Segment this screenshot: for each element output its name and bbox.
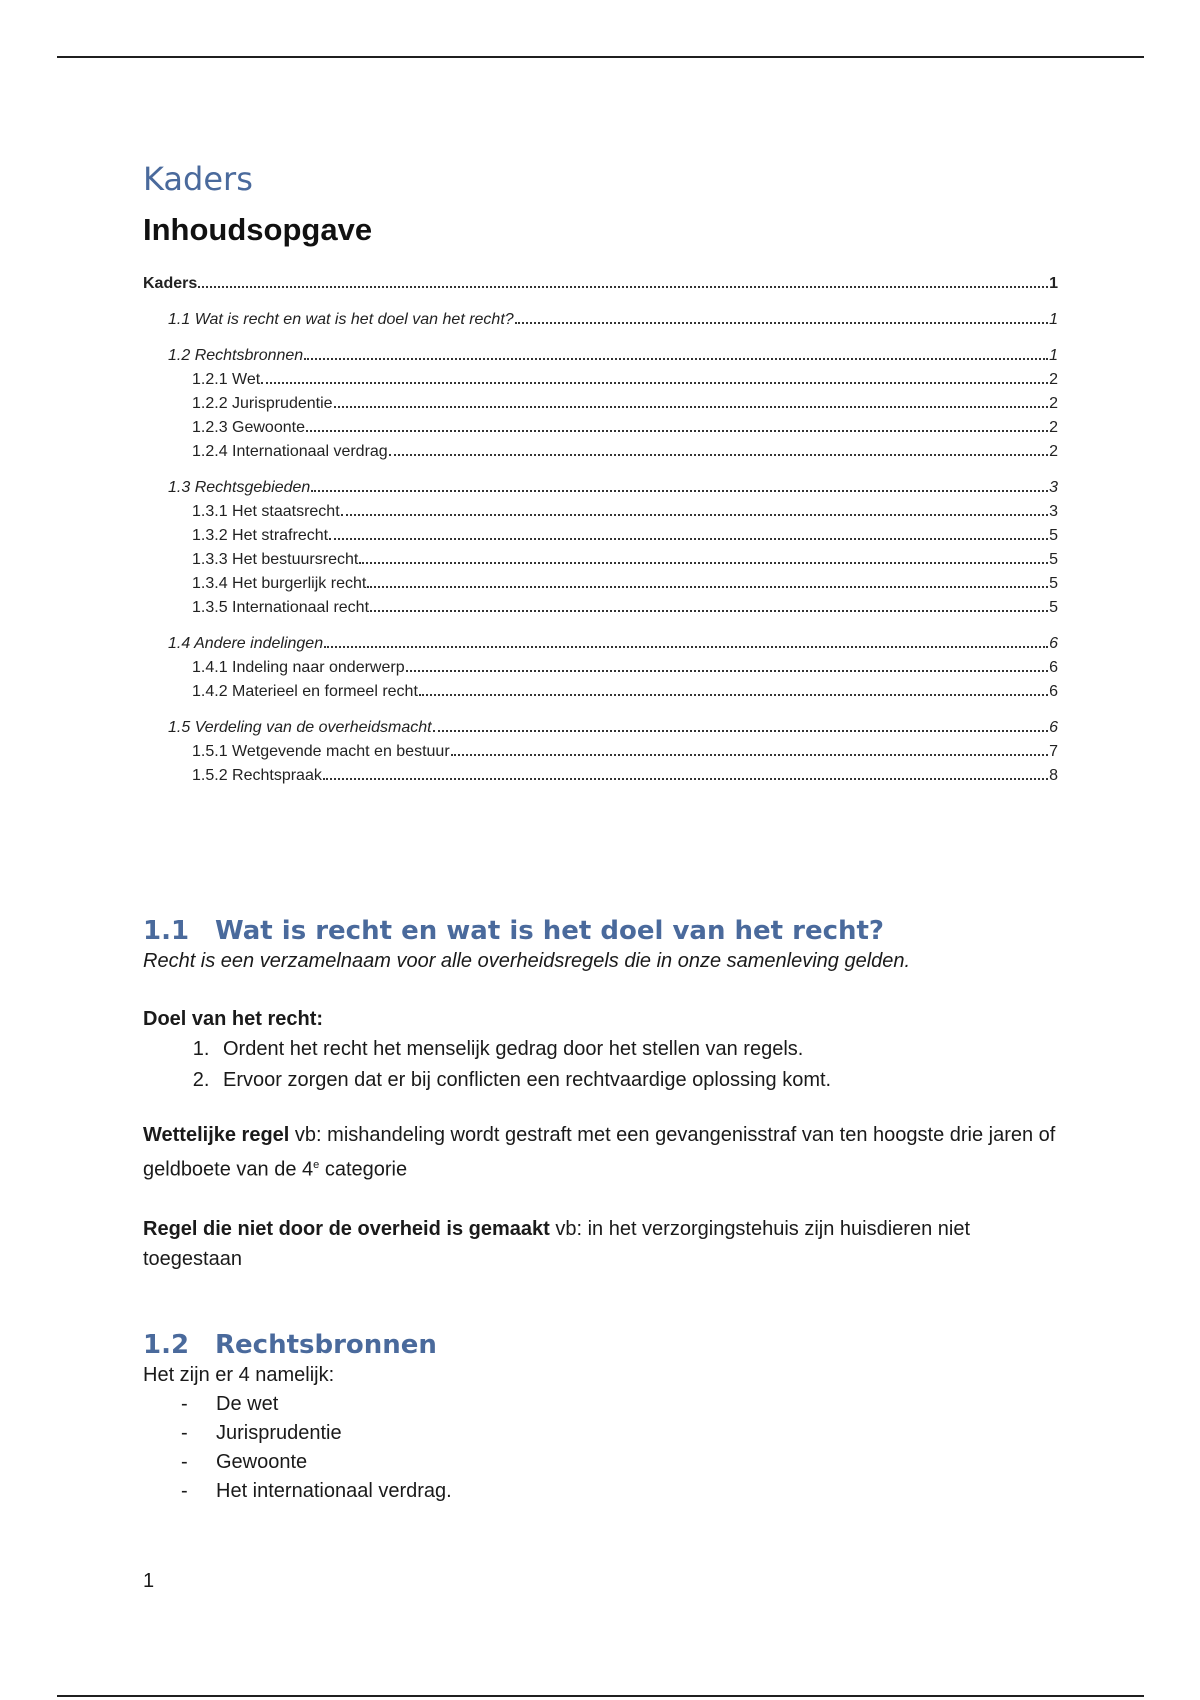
toc-entry-1-2-4[interactable]: 1.2.4 Internationaal verdrag 2	[192, 443, 1058, 460]
table-of-contents	[143, 272, 1058, 788]
page-content	[143, 160, 1058, 1506]
toc-entry-1-3-1[interactable]: 1.3.1 Het staatsrecht 3	[192, 503, 1058, 520]
toc-entry-1-1[interactable]: 1.1 Wat is recht en wat is het doel van het recht? 1	[168, 311, 1058, 328]
list-item: 1. Ordent het recht het menselijk gedrag door het stellen van regels.	[215, 1034, 1058, 1065]
toc-entry-1-2-2[interactable]: 1.2.2 Jurisprudentie 2	[192, 395, 1058, 412]
toc-entry-1-5-1[interactable]: 1.5.1 Wetgevende macht en bestuur 7	[192, 743, 1058, 760]
toc-entry-1-4-1[interactable]: 1.4.1 Indeling naar onderwerp 6	[192, 659, 1058, 676]
toc-heading: Inhoudsopgave	[143, 212, 373, 247]
list-item: - Het internationaal verdrag.	[181, 1479, 452, 1502]
toc-entry-1-3-5[interactable]: 1.3.5 Internationaal recht 5	[192, 599, 1058, 616]
goal-label: Doel van het recht:	[143, 1008, 324, 1030]
list-item: - De wet	[181, 1392, 279, 1415]
section-1-2-intro: Het zijn er 4 namelijk:	[143, 1363, 335, 1386]
header-rule	[57, 56, 1144, 58]
toc-entry-1-3-2[interactable]: 1.3.2 Het strafrecht 5	[192, 527, 1058, 544]
toc-entry-1-5-2[interactable]: 1.5.2 Rechtspraak 8	[192, 767, 1058, 784]
toc-entry-1-2[interactable]: 1.2 Rechtsbronnen 1	[168, 347, 1058, 364]
toc-entry-1-4-2[interactable]: 1.4.2 Materieel en formeel recht 6	[192, 683, 1058, 700]
section-1-1-heading: 1.1 Wat is recht en wat is het doel van het recht?	[143, 916, 885, 946]
toc-entry-1-5[interactable]: 1.5 Verdeling van de overheidsmacht 6	[168, 719, 1058, 736]
toc-entry-1-2-1[interactable]: 1.2.1 Wet 2	[192, 371, 1058, 388]
goal-list	[143, 1034, 1058, 1096]
rule-paragraph-2: Regel die niet door de overheid is gemaakt vb: in het verzorgingstehuis zijn huisdieren niet toegestaan	[143, 1217, 971, 1270]
list-item: - Jurisprudentie	[181, 1421, 342, 1444]
section-1-2-heading: 1.2 Rechtsbronnen	[143, 1329, 437, 1360]
section-1-1-intro: Recht is een verzamelnaam voor alle overheidsregels die in onze samenleving gelden.	[143, 950, 911, 972]
footer-rule	[57, 1695, 1144, 1697]
toc-entry-1-3-4[interactable]: 1.3.4 Het burgerlijk recht 5	[192, 575, 1058, 592]
toc-entry-1-2-3[interactable]: 1.2.3 Gewoonte 2	[192, 419, 1058, 436]
source-list	[143, 1390, 1058, 1506]
toc-entry-1-4[interactable]: 1.4 Andere indelingen 6	[168, 635, 1058, 652]
document-title: Kaders	[143, 160, 253, 198]
page-number: 1	[143, 1570, 155, 1592]
list-item: 2. Ervoor zorgen dat er bij conflicten een rechtvaardige oplossing komt.	[215, 1065, 1058, 1096]
toc-entry-1-3-3[interactable]: 1.3.3 Het bestuursrecht 5	[192, 551, 1058, 568]
toc-entry-kaders[interactable]: Kaders 1	[143, 275, 1058, 292]
rule-paragraph-1: Wettelijke regel vb: mishandeling wordt gestraft met een gevangenisstraf van ten hoogste drie jaren of geldboete van de 4e categorie	[143, 1124, 1056, 1181]
list-item: - Gewoonte	[181, 1450, 308, 1473]
toc-entry-1-3[interactable]: 1.3 Rechtsgebieden 3	[168, 479, 1058, 496]
